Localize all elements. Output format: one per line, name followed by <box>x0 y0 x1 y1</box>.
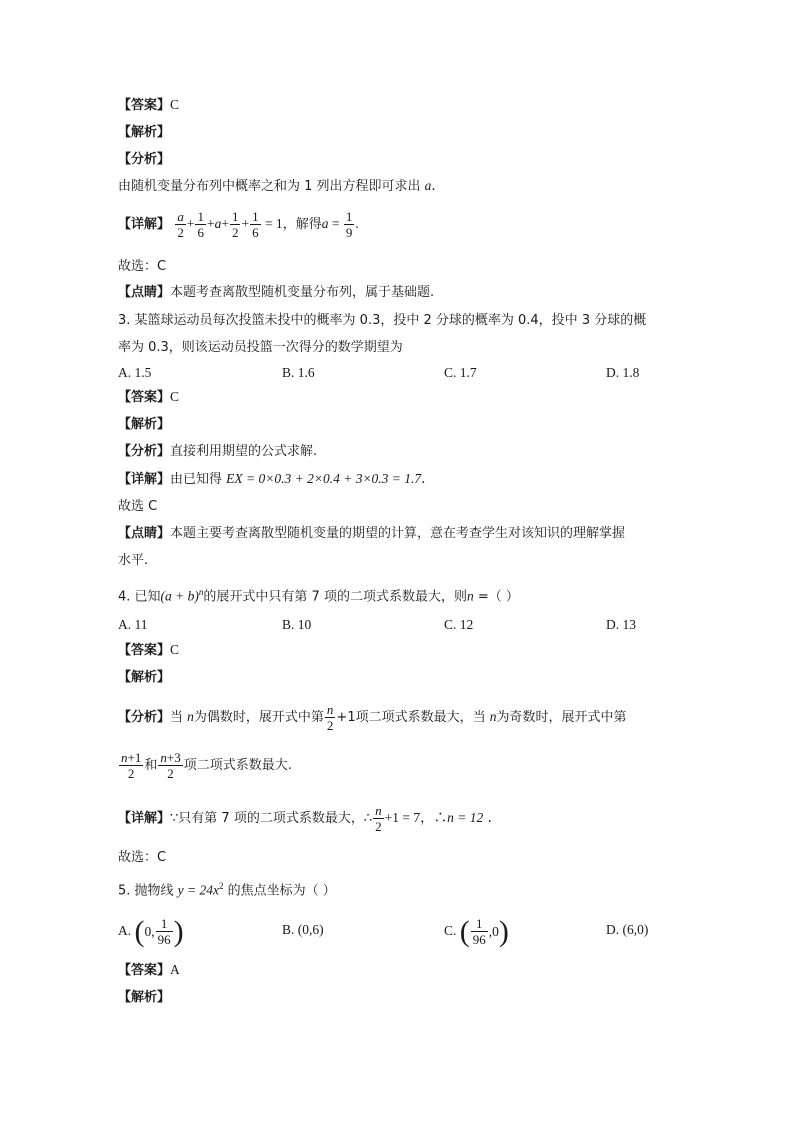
q4-jiexi-heading <box>118 667 678 688</box>
q5-option-b <box>282 920 324 940</box>
q5-option-a-label: A. <box>118 923 132 938</box>
q5-parabola-exponent: 2 <box>219 881 224 891</box>
dianjing-line <box>118 282 678 303</box>
q3-option-a: A. 1.5 <box>118 365 152 380</box>
q5-option-a: A. (0, $\frac{1}{96}$ ) <box>118 914 184 948</box>
q5-option-b-value: (0,6) <box>297 922 324 937</box>
q3-jiexi-heading <box>118 414 678 435</box>
q4-fenxi-b: 为偶数时，展开式中第 <box>193 710 324 725</box>
q4-stem-end: =（ ） <box>473 589 519 605</box>
q3-answer-tag: 【答案】 <box>118 390 171 405</box>
frac-1-over-9: $\frac{1}{9}$ <box>345 209 353 240</box>
q4-stem-pre: 4. 已知 <box>118 589 161 605</box>
q4-jiexi-tag: 【解析】 <box>118 670 171 685</box>
fenxi-body: 由随机变量分布列中概率之和为 1 列出方程即可求出 <box>118 179 425 194</box>
q4-binomial-exponent: n <box>198 587 204 597</box>
q3-dianjing-line2 <box>118 550 678 571</box>
q3-xiangjie-end: . <box>421 471 426 487</box>
q4-xiangjie-line <box>118 801 678 837</box>
q5-option-c: C. ( $\frac{1}{96}$ ,0) <box>444 914 509 948</box>
q5-answer-tag: 【答案】 <box>118 963 171 978</box>
q3-guxuan-text: 故选 C <box>118 499 158 514</box>
q3-xiangjie-tag: 【详解】 <box>118 472 171 487</box>
q4-xiangjie-d: . <box>483 810 492 826</box>
eq-mid: ，解得 <box>282 217 322 232</box>
q4-stem-line <box>118 582 678 608</box>
frac-n-over-2: $\frac{n}{2}$ <box>326 702 334 733</box>
fenxi-end: . <box>431 178 436 194</box>
q4-xiangjie-a: ∵只有第 7 项的二项式系数最大，∴ <box>170 811 373 826</box>
q5-stem-pre: 5. 抛物线 <box>118 883 178 899</box>
xiangjie-tag: 【详解】 <box>118 217 171 232</box>
frac-a-over-2: $\frac{a}{2}$ <box>177 209 184 240</box>
frac-1-over-6b: $\frac{1}{6}$ <box>252 209 259 240</box>
q5-jiexi-heading <box>118 987 678 1008</box>
fenxi-var: a <box>424 178 432 193</box>
frac-1-over-96b: $\frac{1}{96}$ <box>472 916 486 948</box>
q4-option-b: B. 10 <box>282 617 312 632</box>
q5-answer-line <box>118 960 678 981</box>
q4-xiangjie-tag: 【详解】 <box>118 811 171 826</box>
q3-dianjing-body2: 水平. <box>118 553 149 568</box>
frac-n-plus-1-over-2: $\frac{n+1}{2}$ <box>121 750 142 781</box>
q4-fenxi-a: 当 <box>170 710 188 725</box>
q4-fenxi-line1: 【分析】当 n为偶数时，展开式中第 $\frac{n}{2}$ +1项二项式系数最大，当 n为奇数时，展开式中第 <box>118 702 627 733</box>
q3-fenxi-line <box>118 441 678 462</box>
frac-n-over-2b: $\frac{n}{2}$ <box>375 803 382 834</box>
guxuan-line <box>118 256 678 277</box>
q5-stem-line <box>118 876 678 902</box>
frac-1-over-6: $\frac{1}{6}$ <box>197 209 204 240</box>
q5-stem-post: 的焦点坐标为（ ） <box>223 883 336 899</box>
q4-binomial-expr: (a + b) <box>160 588 199 604</box>
q3-dianjing-body1: 本题主要考查离散型随机变量的期望的计算，意在考查学生对该知识的理解掌握 <box>170 526 626 541</box>
q5-answer-value: A <box>170 962 180 977</box>
q3-answer-line <box>118 387 678 408</box>
q3-xiangjie-body: 由已知得 <box>170 472 227 487</box>
q4-guxuan-text: 故选：C <box>118 850 167 865</box>
q3-option-c: C. 1.7 <box>444 365 477 380</box>
q3-option-d: D. 1.8 <box>606 365 640 380</box>
q4-xiangjie-b: +1 = 7，∴ <box>384 810 448 825</box>
q4-answer-value: C <box>170 642 180 657</box>
answer-tag: 【答案】 <box>118 98 171 113</box>
q4-stem-post: 的展开式中只有第 7 项的二项式系数最大，则 <box>203 589 467 605</box>
q5-jiexi-tag: 【解析】 <box>118 990 171 1005</box>
frac-1-over-96: $\frac{1}{96}$ <box>157 916 171 948</box>
q3-fenxi-body: 直接利用期望的公式求解. <box>170 444 318 459</box>
fenxi-heading <box>118 149 678 170</box>
q4-answer-tag: 【答案】 <box>118 643 171 658</box>
q4-fenxi-e: 和 <box>144 758 158 773</box>
q4-fenxi-line2 <box>118 748 678 784</box>
q5-option-b-label: B. <box>282 922 295 937</box>
q5-option-d <box>606 920 648 940</box>
dianjing-body: 本题考查离散型随机变量分布列，属于基础题. <box>170 285 435 300</box>
q4-option-c: C. 12 <box>444 617 474 632</box>
frac-n-plus-3-over-2: $\frac{n+3}{2}$ <box>160 750 181 781</box>
answer-value: C <box>170 97 180 112</box>
q3-xiangjie-line <box>118 469 678 490</box>
q3-dianjing-tag: 【点睛】 <box>118 526 171 541</box>
q3-dianjing-line1 <box>118 523 678 544</box>
q3-stem-line2 <box>118 337 678 358</box>
q3-jiexi-tag: 【解析】 <box>118 417 171 432</box>
q4-xiangjie-c: n = 12 <box>447 810 484 825</box>
q4-option-a: A. 11 <box>118 617 148 632</box>
q4-fenxi-tag: 【分析】 <box>118 710 171 725</box>
q4-guxuan-line <box>118 847 678 868</box>
frac-1-over-2: $\frac{1}{2}$ <box>231 209 239 240</box>
q5-option-d-value: (6,0) <box>622 922 649 937</box>
fenxi-text <box>118 176 678 197</box>
fenxi-tag: 【分析】 <box>118 152 171 167</box>
q5-parabola-eq: y = 24x <box>177 882 220 898</box>
q4-fenxi-c: +1项二项式系数最大，当 <box>336 710 490 725</box>
q3-guxuan-line <box>118 496 678 517</box>
answer-line <box>118 95 678 116</box>
q5-option-c-label: C. <box>444 923 457 938</box>
q4-option-d: D. 13 <box>606 617 636 632</box>
q5-option-d-label: D. <box>606 922 620 937</box>
xiangjie-line: 【详解】 $\frac{a}{2}$ + $\frac{1}{6}$ +a+ $\frac{1}{2}$ + $\frac{1}{6}$ = 1，解得a = $\frac{1}{9}$ . <box>118 209 359 240</box>
q3-stem-text1: 3. 某篮球运动员每次投篮未投中的概率为 0.3，投中 2 分球的概率为 0.4，投中 3 分球的概 <box>118 313 647 328</box>
q3-stem-line1 <box>118 310 678 331</box>
q3-answer-value: C <box>170 389 180 404</box>
q4-fenxi-d: 为奇数时，展开式中第 <box>496 710 627 725</box>
q3-option-b: B. 1.6 <box>282 365 315 380</box>
jiexi-tag: 【解析】 <box>118 125 171 140</box>
jiexi-heading <box>118 122 678 143</box>
q4-stem-var: n <box>466 588 474 604</box>
q4-answer-line <box>118 640 678 661</box>
q3-expectation-equation: EX = 0×0.3 + 2×0.4 + 3×0.3 = 1.7 <box>226 471 422 486</box>
dianjing-tag: 【点睛】 <box>118 285 171 300</box>
q3-stem-text2: 率为 0.3，则该运动员投篮一次得分的数学期望为 <box>118 340 403 355</box>
guxuan-text: 故选：C <box>118 259 167 274</box>
q4-fenxi-f: 项二项式系数最大. <box>183 758 292 773</box>
q3-fenxi-tag: 【分析】 <box>118 444 171 459</box>
